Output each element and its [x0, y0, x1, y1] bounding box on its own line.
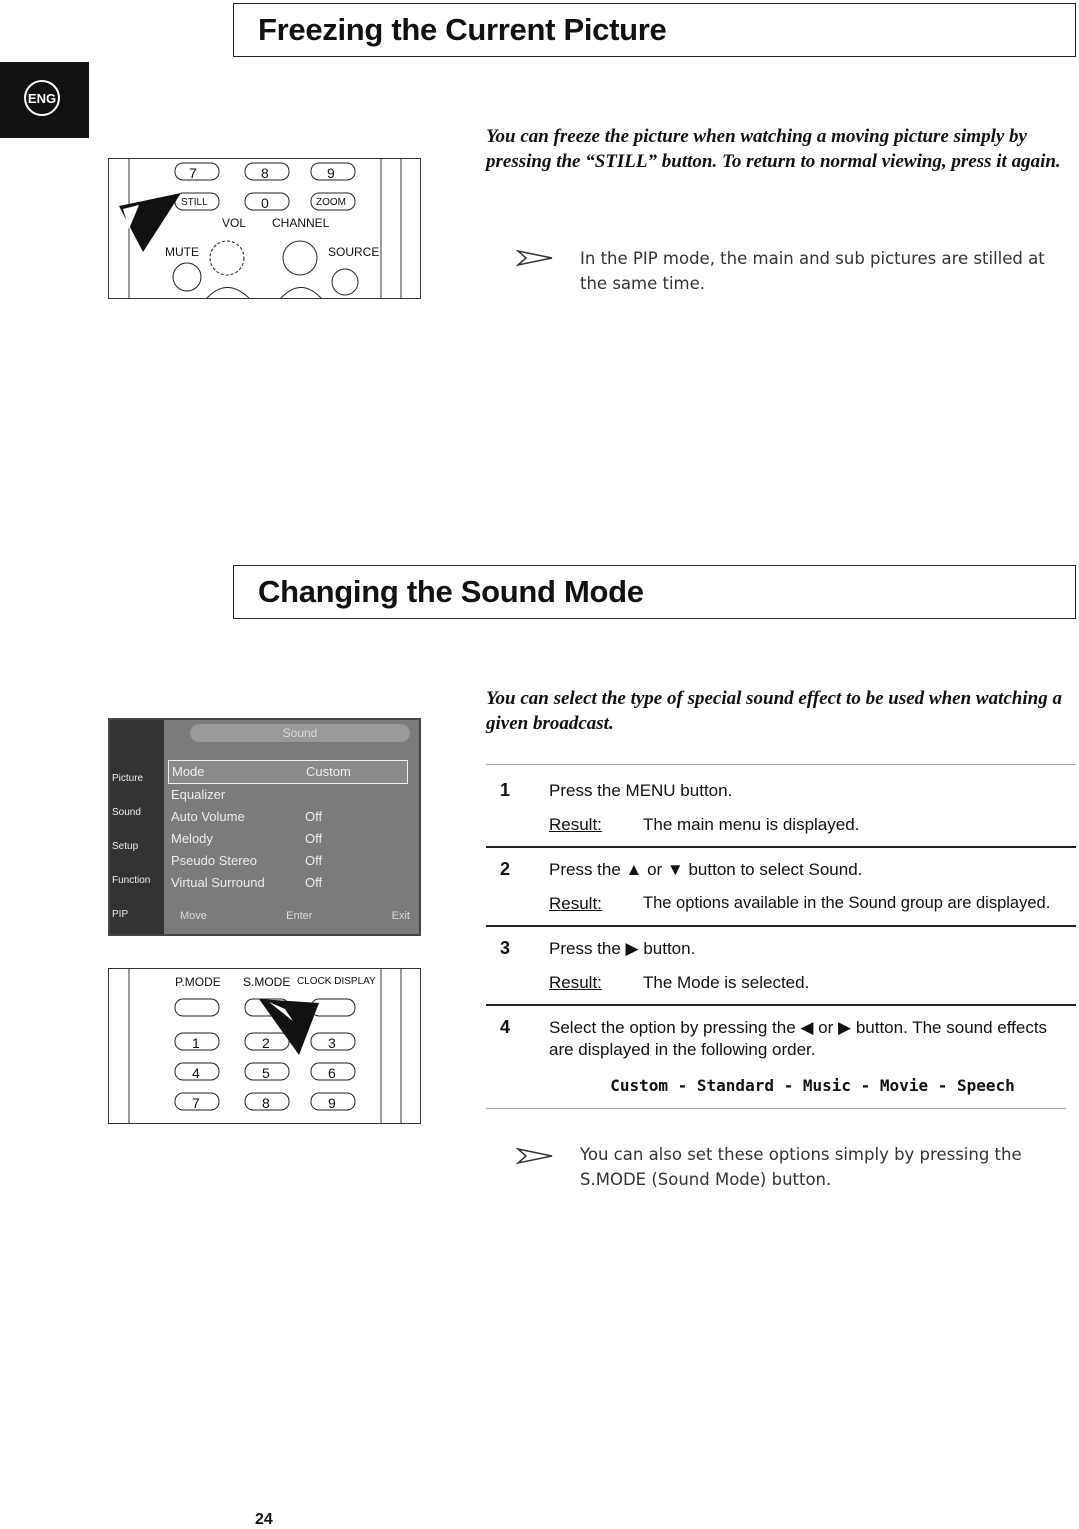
key-6: 6 [328, 1065, 336, 1081]
osd-row [168, 872, 408, 894]
osd-row-value: Off [305, 831, 323, 846]
label-vol: VOL [222, 216, 247, 230]
osd-row-label: Virtual Surround [171, 875, 265, 890]
result-text: The Mode is selected. [643, 973, 810, 992]
osd-row-value: Off [305, 875, 323, 890]
result-label: Result: [549, 815, 602, 834]
key-3: 3 [328, 1035, 336, 1051]
key-8: 8 [261, 165, 269, 181]
key-8: 8 [262, 1095, 270, 1111]
label-mute: MUTE [165, 245, 199, 259]
osd-row-label: Equalizer [171, 787, 226, 802]
osd-tab-sound: Sound [112, 807, 141, 818]
step-number: 2 [500, 859, 511, 879]
osd-row [168, 784, 408, 806]
osd-row-value: Custom [306, 764, 351, 779]
freeze-intro: You can freeze the picture when watching a moving picture simply by pressing the “STILL” button. To return to normal viewing, press it again. [486, 126, 1061, 172]
osd-tab-function: Function [112, 875, 151, 886]
sound-intro: You can select the type of special sound effect to be used when watching a given broadcast. [486, 688, 1062, 734]
label-source: SOURCE [328, 245, 380, 259]
key-7: 7 [192, 1095, 200, 1111]
step-number: 3 [500, 938, 511, 958]
key-zoom: ZOOM [316, 197, 346, 208]
key-still: STILL [181, 197, 208, 208]
language-badge: ENG [24, 80, 60, 116]
osd-row-value: Off [305, 853, 323, 868]
freeze-note: In the PIP mode, the main and sub pictures are stilled at the same time. [580, 249, 1045, 293]
osd-tab-picture: Picture [112, 773, 144, 784]
osd-tab-pip: PIP [112, 909, 129, 920]
osd-row-value: Off [305, 809, 323, 824]
key-5: 5 [262, 1065, 270, 1081]
result-label: Result: [549, 894, 602, 913]
key-4: 4 [192, 1065, 200, 1081]
osd-row [168, 806, 408, 828]
note-arrow-icon [516, 248, 556, 268]
key-9: 9 [327, 165, 335, 181]
sound-note: You can also set these options simply by pressing the S.MODE (Sound Mode) button. [580, 1145, 1022, 1189]
osd-footer-move: Move [180, 910, 207, 922]
key-2: 2 [262, 1035, 270, 1051]
remote-illustration-smode [108, 968, 421, 1124]
section-title-freeze: Freezing the Current Picture [233, 3, 1076, 57]
osd-row [168, 850, 408, 872]
note-arrow-icon [516, 1146, 556, 1166]
key-1: 1 [192, 1035, 200, 1051]
osd-row-label: Pseudo Stereo [171, 853, 258, 868]
result-text: The main menu is displayed. [643, 815, 860, 834]
page-number: 24 [255, 1511, 273, 1528]
osd-row [168, 828, 408, 850]
label-smode: S.MODE [243, 975, 291, 989]
result-label: Result: [549, 973, 602, 992]
osd-sound-menu [108, 718, 421, 936]
osd-row-label: Mode [172, 764, 205, 779]
label-clock-display: CLOCK DISPLAY [297, 976, 376, 987]
osd-row-label: Auto Volume [171, 809, 245, 824]
sound-mode-sequence: Custom - Standard - Music - Movie - Speech [610, 1076, 1015, 1095]
osd-header: Sound [190, 724, 410, 742]
result-text: The options available in the Sound group are displayed. [643, 894, 1051, 912]
section-title-sound: Changing the Sound Mode [233, 565, 1076, 619]
label-pmode: P.MODE [175, 975, 221, 989]
osd-tab-setup: Setup [112, 841, 139, 852]
remote-illustration-still [108, 158, 421, 299]
step-text: Select the option by pressing the ◀ or ▶ button. The sound effects are displayed in the following order. [549, 1018, 1048, 1059]
osd-footer-exit: Exit [391, 910, 410, 922]
step-number: 1 [500, 780, 511, 800]
step-text: Press the MENU button. [549, 781, 733, 800]
osd-row-label: Melody [171, 831, 213, 846]
label-channel: CHANNEL [272, 216, 330, 230]
key-0: 0 [261, 195, 269, 211]
step-text: Press the ▲ or ▼ button to select Sound. [549, 860, 863, 879]
key-9: 9 [328, 1095, 336, 1111]
step-number: 4 [500, 1017, 511, 1037]
key-7: 7 [189, 165, 197, 181]
step-text: Press the ▶ button. [549, 939, 696, 958]
osd-row [168, 760, 408, 784]
osd-footer-enter: Enter [286, 910, 313, 922]
